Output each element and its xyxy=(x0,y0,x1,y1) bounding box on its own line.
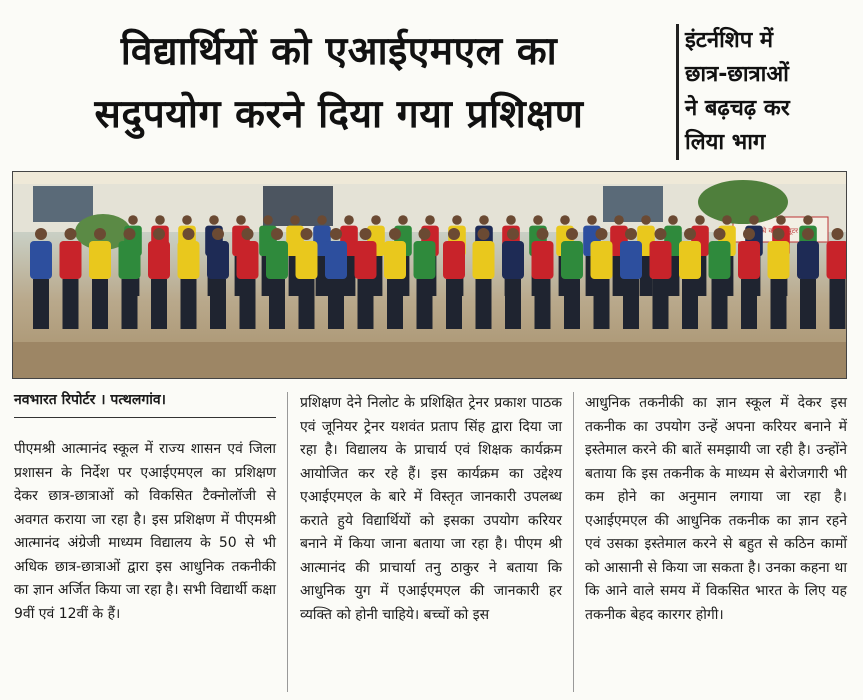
person-head xyxy=(317,215,327,225)
person-head xyxy=(776,215,786,225)
person-legs xyxy=(682,279,698,329)
person-legs xyxy=(63,279,79,329)
person-head xyxy=(641,215,651,225)
headline-line-1: विद्यार्थियों को एआईएमएल का xyxy=(120,29,558,74)
person-head xyxy=(802,228,814,240)
person-legs xyxy=(210,279,226,329)
person-legs xyxy=(151,279,167,329)
person-legs xyxy=(417,279,433,329)
headline-line-2: सदुपयोग करने दिया गया प्रशिक्षण xyxy=(94,92,584,137)
person-head xyxy=(655,228,667,240)
person-head xyxy=(124,228,136,240)
person-legs xyxy=(830,279,846,329)
side-headline-line-3: ने बढ़चढ़ कर xyxy=(685,96,790,121)
person-head xyxy=(596,228,608,240)
person-legs xyxy=(771,279,787,329)
person-head xyxy=(209,215,219,225)
person-shirt xyxy=(178,241,200,279)
person-head xyxy=(749,215,759,225)
person-legs xyxy=(328,279,344,329)
person-head xyxy=(478,228,490,240)
person-head xyxy=(153,228,165,240)
person-legs xyxy=(505,279,521,329)
side-headline xyxy=(685,24,790,160)
building-roof xyxy=(13,172,846,184)
person-legs xyxy=(653,279,669,329)
person-head xyxy=(507,228,519,240)
person-head xyxy=(537,228,549,240)
person-head xyxy=(183,228,195,240)
person-shirt xyxy=(237,241,259,279)
person-head xyxy=(330,228,342,240)
person-head xyxy=(684,228,696,240)
person-head xyxy=(566,228,578,240)
tree-right xyxy=(698,180,788,224)
person-head xyxy=(448,228,460,240)
person-shirt xyxy=(355,241,377,279)
person-head xyxy=(722,215,732,225)
person-head xyxy=(344,215,354,225)
person-head xyxy=(743,228,755,240)
ground xyxy=(13,342,846,378)
person-shirt xyxy=(266,241,288,279)
person-head xyxy=(398,215,408,225)
person-shirt xyxy=(620,241,642,279)
person-head xyxy=(419,228,431,240)
window-right xyxy=(603,186,663,222)
person-legs xyxy=(33,279,49,329)
person-head xyxy=(94,228,106,240)
window-left xyxy=(33,186,93,222)
person-legs xyxy=(535,279,551,329)
person-head xyxy=(389,228,401,240)
person-legs xyxy=(122,279,138,329)
person-head xyxy=(301,228,313,240)
person-legs xyxy=(712,279,728,329)
person-head xyxy=(832,228,844,240)
person-legs xyxy=(594,279,610,329)
person-legs xyxy=(181,279,197,329)
person-shirt xyxy=(119,241,141,279)
person-shirt xyxy=(443,241,465,279)
person-shirt xyxy=(797,241,819,279)
group-photo-illustration xyxy=(13,172,846,378)
person-shirt xyxy=(561,241,583,279)
person-shirt xyxy=(414,241,436,279)
person-head xyxy=(212,228,224,240)
students-group xyxy=(30,215,846,329)
person-head xyxy=(371,215,381,225)
person-legs xyxy=(476,279,492,329)
person-legs xyxy=(800,279,816,329)
person-legs xyxy=(92,279,108,329)
person-head xyxy=(803,215,813,225)
side-headline-line-4: लिया भाग xyxy=(685,130,766,155)
person-head xyxy=(65,228,77,240)
person-head xyxy=(182,215,192,225)
person-shirt xyxy=(650,241,672,279)
person-legs xyxy=(741,279,757,329)
person-shirt xyxy=(384,241,406,279)
person-shirt xyxy=(709,241,731,279)
person-shirt xyxy=(591,241,613,279)
person-shirt xyxy=(679,241,701,279)
person-head xyxy=(506,215,516,225)
person-shirt xyxy=(325,241,347,279)
person-legs xyxy=(446,279,462,329)
person-head xyxy=(560,215,570,225)
side-headline-box xyxy=(676,24,853,160)
person-head xyxy=(773,228,785,240)
person-head xyxy=(128,215,138,225)
person-head xyxy=(587,215,597,225)
person-shirt xyxy=(296,241,318,279)
person-head xyxy=(271,228,283,240)
person-shirt xyxy=(89,241,111,279)
person-legs xyxy=(358,279,374,329)
person-shirt xyxy=(768,241,790,279)
person-legs xyxy=(269,279,285,329)
person-head xyxy=(425,215,435,225)
person-head xyxy=(479,215,489,225)
side-headline-line-2: छात्र-छात्राओं xyxy=(685,62,789,87)
side-headline-line-1: इंटर्नशिप में xyxy=(685,28,774,53)
person-shirt xyxy=(738,241,760,279)
person-shirt xyxy=(60,241,82,279)
person-shirt xyxy=(148,241,170,279)
person-head xyxy=(714,228,726,240)
group-photo xyxy=(12,171,847,379)
person-shirt xyxy=(532,241,554,279)
person-shirt xyxy=(207,241,229,279)
person-head xyxy=(290,215,300,225)
person-legs xyxy=(623,279,639,329)
person-head xyxy=(695,215,705,225)
person-shirt xyxy=(30,241,52,279)
person-head xyxy=(625,228,637,240)
headline xyxy=(14,20,664,146)
byline: नवभारत रिपोर्टर । पत्थलगांव। xyxy=(14,390,276,418)
person-legs xyxy=(299,279,315,329)
person-head xyxy=(236,215,246,225)
person-shirt xyxy=(827,241,847,279)
banner-text: को xyxy=(768,227,776,235)
person-head xyxy=(452,215,462,225)
person-head xyxy=(668,215,678,225)
person-head xyxy=(155,215,165,225)
person-shirt xyxy=(473,241,495,279)
person-shirt xyxy=(502,241,524,279)
article-column-3: आधुनिक तकनीकी का ज्ञान स्कूल में देकर इस तकनीक का उपयोग उन्हें अपना करियर बनाने में इस्तेमाल करने की बातें समझायी जा रही है। उन्होंने बताया कि इस तकनीक के माध्यम से बेरोजगारी भी कम होने का अनुमान लगाया जा रहा है। एआईएमएल की आधुनिक तकनीक का ज्ञान रहने एवं उसका इस्तेमाल करने से बहुत से कठिन कामों को आसानी से किया जा सकता है। उनका कहना था कि आने वाले समय में विकसित भारत के लिए यह तकनीक बेहद कारगर होगी। xyxy=(585,395,847,623)
person-head xyxy=(35,228,47,240)
person-head xyxy=(614,215,624,225)
person-legs xyxy=(387,279,403,329)
person-head xyxy=(533,215,543,225)
person-legs xyxy=(564,279,580,329)
article-column-2: प्रशिक्षण देने निलोट के प्रशिक्षित ट्रेनर प्रकाश पाठक एवं जूनियर ट्रेनर यशवंत प्रताप सिंह द्वारा दिया जा रहा है। विद्यालय के प्राचार्य एवं शिक्षक कार्यक्रम आयोजित कर रहे हैं। इस कार्यक्रम का उद्देश्य एआईएमएल के बारे में विस्तृत जानकारी उपलब्ध कराते हुये विद्यार्थियों को इसका उपयोग करियर बनाने में किया जाना बताया जा रहा है। पीएम श्री आत्मानंद की प्राचार्या तनु ठाकुर ने बताया कि आधुनिक युग में एआईएमएल की जानकारी हर व्यक्ति को होनी चाहिये। बच्चों को इस xyxy=(300,395,562,623)
column-divider-1 xyxy=(287,392,288,692)
person-head xyxy=(242,228,254,240)
column-divider-2 xyxy=(573,392,574,692)
person-head xyxy=(360,228,372,240)
person-legs xyxy=(240,279,256,329)
article-column-1: पीएमश्री आत्मानंद स्कूल में राज्य शासन एवं जिला प्रशासन के निर्देश पर एआईएमएल का प्रशिक्षण देकर छात्र-छात्राओं को विकसित टैक्नोलॉजी से अवगत कराया जा रहा है। इस प्रशिक्षण में पीएमश्री आत्मानंद अंग्रेजी माध्यम विद्यालय के 50 से भी अधिक छात्र-छात्राओं द्वारा इस आधुनिक तकनीकी का ज्ञान अर्जित किया जा रहा है। सभी विद्यार्थी कक्षा 9वीं एवं 12वीं के हैं। xyxy=(14,441,276,622)
person-head xyxy=(263,215,273,225)
